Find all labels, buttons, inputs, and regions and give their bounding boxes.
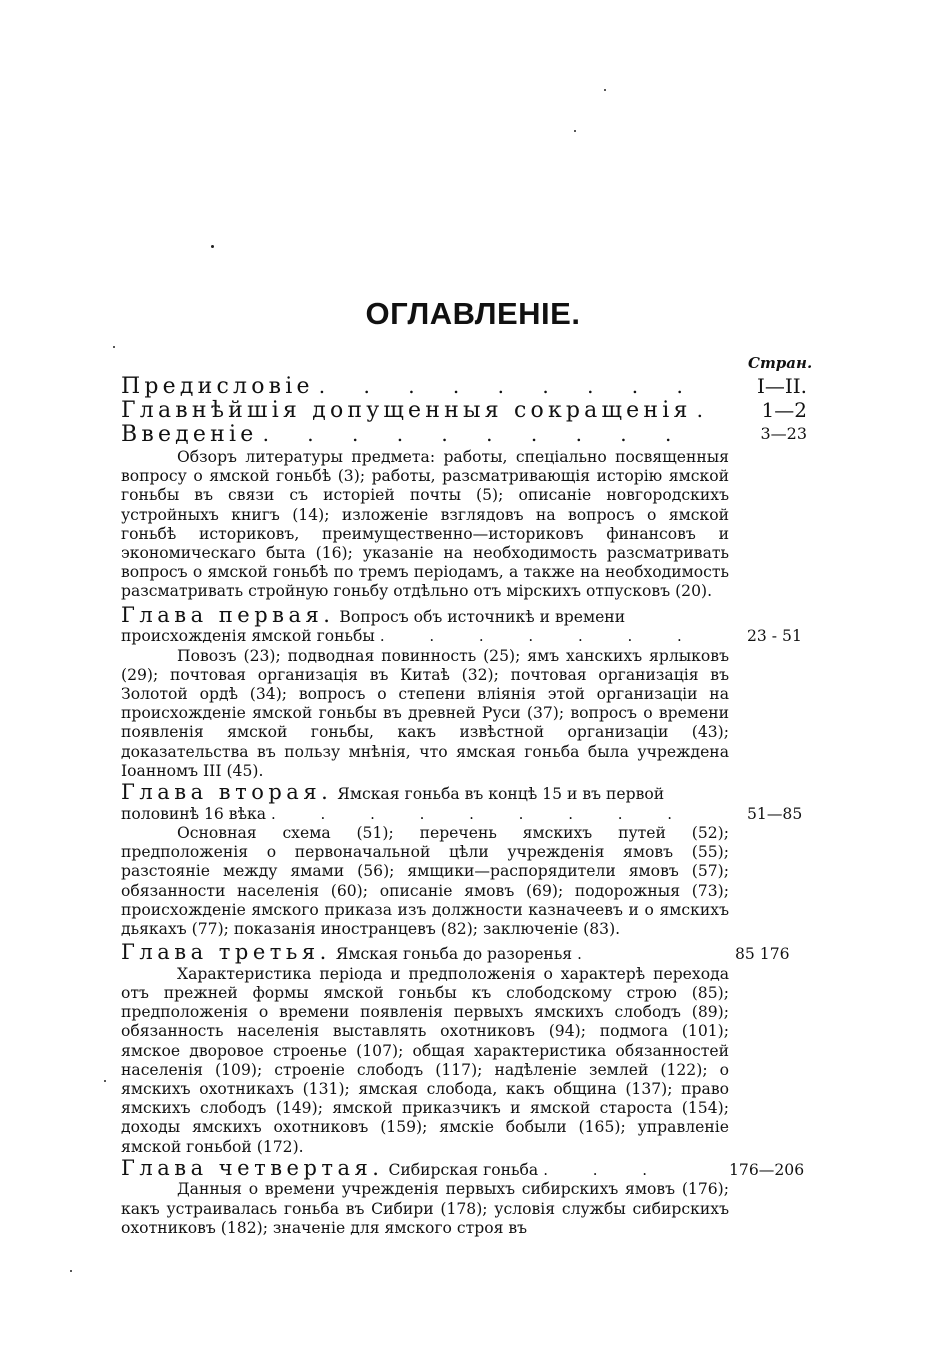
- toc-entry-pages: 3—23: [760, 424, 807, 443]
- chapter-heading: Глава третья.: [121, 940, 331, 965]
- chapter-4: [121, 1155, 805, 1181]
- chapter-pages: 176—206: [729, 1160, 805, 1179]
- print-speck: [604, 89, 606, 91]
- leader-dots: . . . . . . .: [379, 627, 702, 646]
- leader-dots: . . . . . . . . .: [318, 374, 699, 398]
- chapter-title: Ямская гоньба въ концѣ 15 и въ первой половинѣ 16 вѣка: [121, 785, 665, 823]
- chapter-pages: 51—85: [747, 804, 803, 823]
- chapter-title: Сибирская гоньба: [388, 1160, 539, 1179]
- toc-entry-label: Главнѣйшія допущенныя сокращенія: [121, 398, 692, 423]
- chapter-1-summary: Повозъ (23); подводная повинность (25); ямъ ханскихъ ярлыковъ (29); почтовая организація въ Китаѣ (32); почтовая организація въ Золотой ордѣ (34); вопросъ о степени вліянія этой организаціи на происхожденіе ямской гоньбы въ древней Руси (37); вопросъ о времени появленія ямской гоньбы, какъ извѣстной организаціи (43); доказательства въ пользу мнѣнія, что ямская гоньба была учреждена Іоанномъ III (45).: [121, 646, 729, 780]
- chapter-heading: Глава четвертая.: [121, 1155, 384, 1180]
- print-speck: [113, 346, 115, 348]
- chapter-2: [121, 780, 803, 824]
- chapter-heading: Глава первая.: [121, 602, 335, 627]
- leader-dots: . . . . . . . . .: [271, 804, 693, 823]
- chapter-pages: 23 - 51: [747, 627, 802, 646]
- toc-entry-abbreviations: [121, 398, 807, 422]
- toc-entry-label: Предисловіе: [121, 374, 314, 399]
- chapter-3-summary: Характеристика періода и предположенія о характерѣ перехода отъ прежней формы ямской гоньбы къ слободскому строю (85); предположенія о времени появленія первыхъ ямскихъ слободъ (89); обязанность населенія выставлять охотниковъ (94); подмога (101); ямское дворовое строенье (107); общая характеристика обязанностей населенія (109); строеніе слободъ (117); надѣленіе землей (122); о ямскихъ охотникахъ (131); ямская слобода, какъ община (137); право ямскихъ слободъ (149); ямской приказчикъ и ямской староста (154); доходы ямскихъ охотниковъ (159); ямскіе бобыли (165); управленіе ямской гоньбой (172).: [121, 964, 729, 1156]
- leader-dots: . . . . . . . . . .: [262, 422, 688, 446]
- chapter-2-summary: Основная схема (51); перечень ямскихъ путей (52); предположенія о первоначальной цѣли учрежденія ямовъ (55); разстояніе между ямами (56); ямщики—распорядители ямовъ (57); обязанности населенія (60); описаніе ямовъ (69); подорожныя (73); происхожденіе ямского приказа изъ должности казначеевъ и о ямскихъ дьякахъ (77); показанія иностранцевъ (82); заключеніе (83).: [121, 824, 729, 939]
- print-speck: [70, 1270, 72, 1272]
- chapter-title: Ямская гоньба до разоренья: [335, 945, 573, 964]
- page-column-label: Стран.: [748, 354, 813, 372]
- leader-dots: .: [577, 945, 602, 964]
- chapter-title: Вопросъ объ источникѣ и времени происхожденія ямской гоньбы: [121, 607, 626, 646]
- toc-entry-preface: [121, 374, 807, 398]
- leader-dots: . . .: [543, 1160, 668, 1179]
- table-of-contents: [121, 374, 807, 1238]
- toc-entry-pages: 1—2: [761, 398, 807, 422]
- introduction-summary: Обзоръ литературы предмета: работы, спеціально посвященныя вопросу о ямской гоньбѣ (3); работы, разсматривающія исторію ямской гоньбы въ связи съ исторіей почты (5); описаніе новгородскихъ устройныхъ книгъ (14); изложеніе взглядовъ на вопросъ о ямской гоньбѣ историковъ, преимущественно—историковъ финансовъ и экономическаго быта (16); указаніе на необходимость разсматривать вопросъ о ямской гоньбѣ по тремъ періодамъ, а также на необходимость разсматривать стройную гоньбу отдѣльно отъ мірскихъ отпусковъ (20).: [121, 448, 729, 601]
- chapter-pages: 85 176: [735, 945, 790, 964]
- toc-entry-pages: I—II.: [756, 374, 807, 398]
- toc-entry-introduction: [121, 422, 807, 446]
- chapter-4-summary: Данныя о времени учрежденія первыхъ сибирскихъ ямовъ (176); какъ устраивалась гоньба въ Сибири (178); условія службы сибирскихъ охотниковъ (182); значеніе для ямского строя въ: [121, 1180, 729, 1237]
- chapter-1: [121, 602, 802, 647]
- print-speck: [211, 245, 214, 248]
- chapter-heading: Глава вторая.: [121, 780, 333, 805]
- page-title: ОГЛАВЛЕНІЕ.: [365, 296, 581, 331]
- print-speck: [574, 130, 576, 132]
- chapter-3: [121, 940, 790, 965]
- print-speck: [104, 1080, 106, 1082]
- leader-dots: .: [696, 398, 719, 422]
- toc-entry-label: Введеніе: [121, 422, 258, 447]
